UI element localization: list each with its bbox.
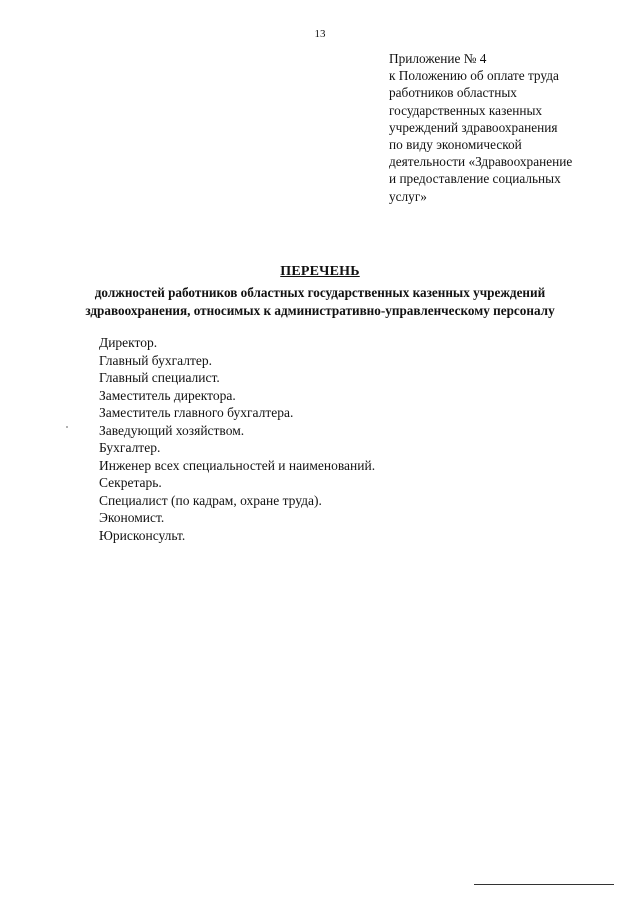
appendix-line: учреждений здравоохранения bbox=[389, 119, 558, 135]
scan-speck bbox=[66, 426, 68, 428]
position-item: Экономист. bbox=[99, 510, 165, 525]
position-item: Юрисконсульт. bbox=[99, 527, 186, 543]
appendix-line: деятельности «Здравоохранение bbox=[389, 154, 573, 170]
position-item: Директор. bbox=[99, 335, 158, 350]
footer-rule bbox=[474, 884, 614, 885]
appendix-line: услуг» bbox=[389, 188, 427, 204]
appendix-line: Приложение № 4 bbox=[389, 51, 487, 66]
appendix-line: государственных казенных bbox=[389, 102, 543, 118]
appendix-line: работников областных bbox=[389, 85, 517, 101]
page-number: 13 bbox=[314, 28, 326, 40]
subtitle-line: здравоохранения, относимых к административно-управленческому персоналу bbox=[85, 303, 555, 318]
position-item: Главный специалист. bbox=[99, 370, 220, 385]
position-item: Бухгалтер. bbox=[99, 440, 161, 455]
appendix-line: к Положению об оплате труда bbox=[389, 68, 559, 84]
position-item: Инженер всех специальностей и наименований. bbox=[99, 457, 376, 473]
position-item: Заведующий хозяйством. bbox=[99, 422, 245, 438]
position-item: Заместитель директора. bbox=[99, 387, 236, 403]
position-item: Секретарь. bbox=[99, 475, 162, 490]
document-title: ПЕРЕЧЕНЬ bbox=[280, 264, 360, 279]
appendix-line: по виду экономической bbox=[389, 137, 522, 153]
document-subtitle bbox=[0, 284, 640, 320]
position-item: Главный бухгалтер. bbox=[99, 352, 213, 368]
subtitle-line: должностей работников областных государственных казенных учреждений bbox=[94, 285, 546, 300]
appendix-header bbox=[389, 50, 629, 205]
position-item: Заместитель главного бухгалтера. bbox=[99, 405, 294, 420]
position-item: Специалист (по кадрам, охране труда). bbox=[99, 492, 322, 508]
appendix-line: и предоставление социальных bbox=[389, 171, 561, 187]
positions-list bbox=[99, 334, 375, 544]
